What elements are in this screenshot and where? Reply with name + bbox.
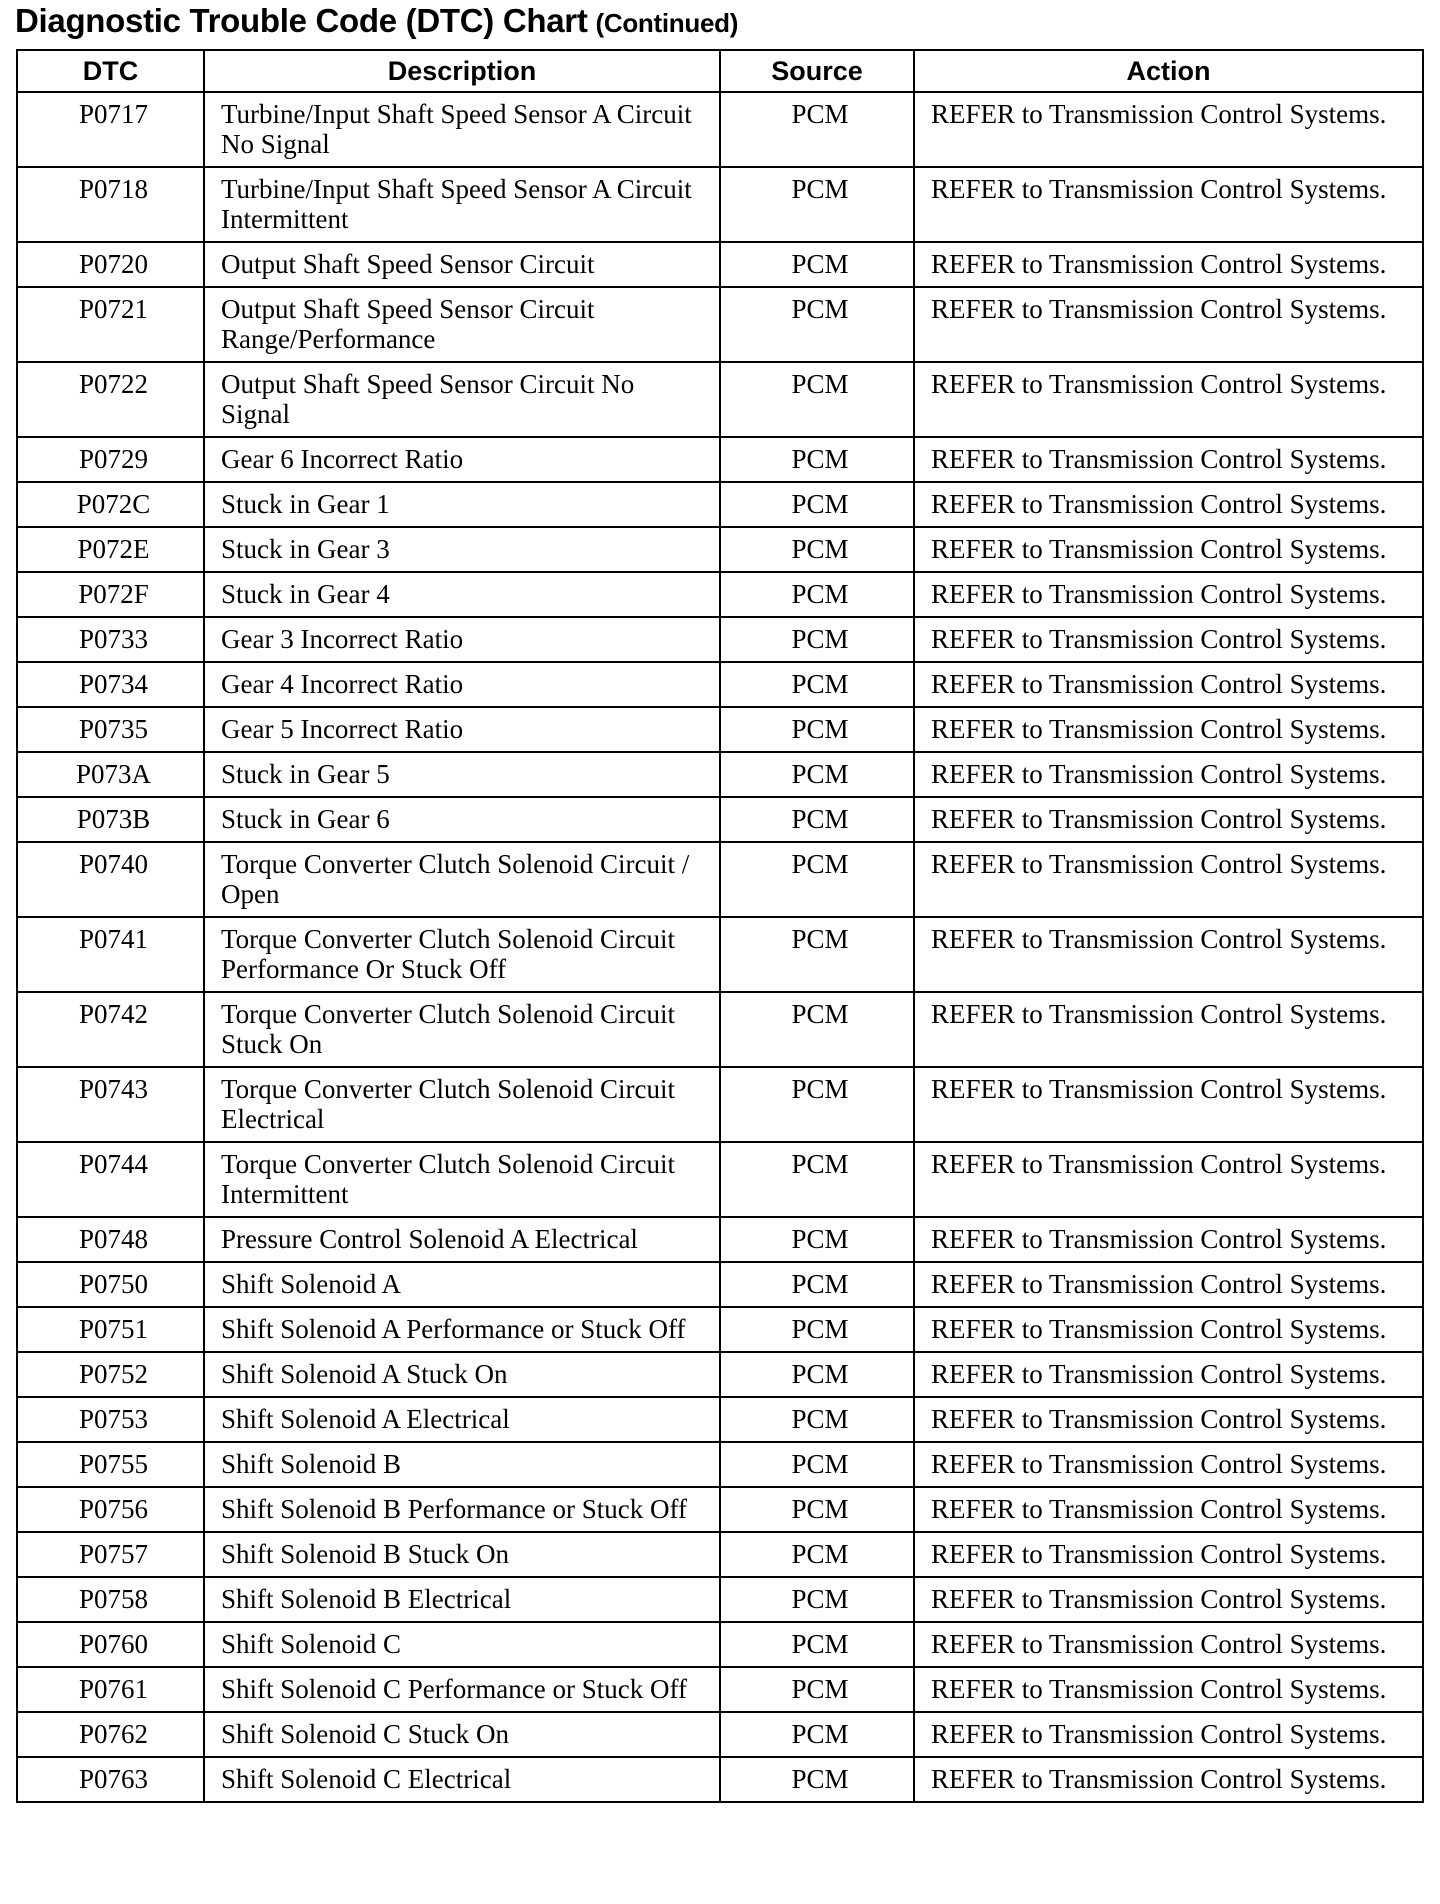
action-cell: REFER to Transmission Control Systems. bbox=[914, 1712, 1423, 1757]
description-cell: Shift Solenoid B bbox=[204, 1442, 720, 1487]
action-cell: REFER to Transmission Control Systems. bbox=[914, 482, 1423, 527]
table-row bbox=[17, 662, 1423, 707]
dtc-cell: P0756 bbox=[17, 1487, 204, 1532]
table-row bbox=[17, 797, 1423, 842]
table-row bbox=[17, 1262, 1423, 1307]
description-cell: Shift Solenoid A Stuck On bbox=[204, 1352, 720, 1397]
source-cell: PCM bbox=[720, 1667, 914, 1712]
action-cell: REFER to Transmission Control Systems. bbox=[914, 527, 1423, 572]
description-cell: Torque Converter Clutch Solenoid Circuit Intermittent bbox=[204, 1142, 720, 1217]
dtc-cell: P0752 bbox=[17, 1352, 204, 1397]
table-row bbox=[17, 992, 1423, 1067]
description-cell: Torque Converter Clutch Solenoid Circuit Stuck On bbox=[204, 992, 720, 1067]
description-cell: Gear 6 Incorrect Ratio bbox=[204, 437, 720, 482]
source-cell: PCM bbox=[720, 917, 914, 992]
action-cell: REFER to Transmission Control Systems. bbox=[914, 242, 1423, 287]
action-cell: REFER to Transmission Control Systems. bbox=[914, 437, 1423, 482]
description-cell: Turbine/Input Shaft Speed Sensor A Circuit No Signal bbox=[204, 92, 720, 167]
table-row bbox=[17, 1067, 1423, 1142]
action-cell: REFER to Transmission Control Systems. bbox=[914, 1577, 1423, 1622]
source-cell: PCM bbox=[720, 662, 914, 707]
source-cell: PCM bbox=[720, 482, 914, 527]
action-cell: REFER to Transmission Control Systems. bbox=[914, 1622, 1423, 1667]
table-row bbox=[17, 1757, 1423, 1802]
source-cell: PCM bbox=[720, 1262, 914, 1307]
description-cell: Stuck in Gear 3 bbox=[204, 527, 720, 572]
action-cell: REFER to Transmission Control Systems. bbox=[914, 1262, 1423, 1307]
action-cell: REFER to Transmission Control Systems. bbox=[914, 752, 1423, 797]
dtc-cell: P0758 bbox=[17, 1577, 204, 1622]
table-row bbox=[17, 1712, 1423, 1757]
description-cell: Shift Solenoid C bbox=[204, 1622, 720, 1667]
action-cell: REFER to Transmission Control Systems. bbox=[914, 1757, 1423, 1802]
table-row bbox=[17, 1487, 1423, 1532]
column-header-source: Source bbox=[720, 50, 914, 92]
source-cell: PCM bbox=[720, 1577, 914, 1622]
dtc-cell: P0733 bbox=[17, 617, 204, 662]
source-cell: PCM bbox=[720, 527, 914, 572]
description-cell: Turbine/Input Shaft Speed Sensor A Circuit Intermittent bbox=[204, 167, 720, 242]
description-cell: Pressure Control Solenoid A Electrical bbox=[204, 1217, 720, 1262]
source-cell: PCM bbox=[720, 797, 914, 842]
description-cell: Output Shaft Speed Sensor Circuit bbox=[204, 242, 720, 287]
action-cell: REFER to Transmission Control Systems. bbox=[914, 797, 1423, 842]
source-cell: PCM bbox=[720, 707, 914, 752]
description-cell: Output Shaft Speed Sensor Circuit Range/Performance bbox=[204, 287, 720, 362]
source-cell: PCM bbox=[720, 752, 914, 797]
action-cell: REFER to Transmission Control Systems. bbox=[914, 1307, 1423, 1352]
page-title bbox=[15, 2, 738, 40]
table-row bbox=[17, 707, 1423, 752]
source-cell: PCM bbox=[720, 362, 914, 437]
action-cell: REFER to Transmission Control Systems. bbox=[914, 1442, 1423, 1487]
table-row bbox=[17, 527, 1423, 572]
table-row bbox=[17, 842, 1423, 917]
table-row bbox=[17, 1577, 1423, 1622]
column-header-description: Description bbox=[204, 50, 720, 92]
source-cell: PCM bbox=[720, 1067, 914, 1142]
dtc-cell: P0755 bbox=[17, 1442, 204, 1487]
description-cell: Shift Solenoid C Stuck On bbox=[204, 1712, 720, 1757]
action-cell: REFER to Transmission Control Systems. bbox=[914, 1217, 1423, 1262]
dtc-cell: P073A bbox=[17, 752, 204, 797]
action-cell: REFER to Transmission Control Systems. bbox=[914, 572, 1423, 617]
dtc-cell: P0750 bbox=[17, 1262, 204, 1307]
dtc-table bbox=[16, 49, 1424, 1803]
title-suffix: (Continued) bbox=[595, 8, 739, 38]
dtc-cell: P0762 bbox=[17, 1712, 204, 1757]
description-cell: Shift Solenoid A Performance or Stuck Off bbox=[204, 1307, 720, 1352]
dtc-cell: P0751 bbox=[17, 1307, 204, 1352]
source-cell: PCM bbox=[720, 842, 914, 917]
description-cell: Stuck in Gear 5 bbox=[204, 752, 720, 797]
column-header-dtc: DTC bbox=[17, 50, 204, 92]
description-cell: Gear 5 Incorrect Ratio bbox=[204, 707, 720, 752]
table-row bbox=[17, 1667, 1423, 1712]
dtc-cell: P0735 bbox=[17, 707, 204, 752]
description-cell: Output Shaft Speed Sensor Circuit No Signal bbox=[204, 362, 720, 437]
dtc-cell: P0763 bbox=[17, 1757, 204, 1802]
action-cell: REFER to Transmission Control Systems. bbox=[914, 1352, 1423, 1397]
source-cell: PCM bbox=[720, 1142, 914, 1217]
dtc-cell: P0742 bbox=[17, 992, 204, 1067]
table-row bbox=[17, 1217, 1423, 1262]
action-cell: REFER to Transmission Control Systems. bbox=[914, 1532, 1423, 1577]
description-cell: Torque Converter Clutch Solenoid Circuit / Open bbox=[204, 842, 720, 917]
description-cell: Gear 4 Incorrect Ratio bbox=[204, 662, 720, 707]
action-cell: REFER to Transmission Control Systems. bbox=[914, 842, 1423, 917]
description-cell: Shift Solenoid B Performance or Stuck Off bbox=[204, 1487, 720, 1532]
source-cell: PCM bbox=[720, 167, 914, 242]
source-cell: PCM bbox=[720, 1757, 914, 1802]
description-cell: Stuck in Gear 1 bbox=[204, 482, 720, 527]
table-row bbox=[17, 1307, 1423, 1352]
dtc-cell: P0718 bbox=[17, 167, 204, 242]
dtc-cell: P0722 bbox=[17, 362, 204, 437]
table-row bbox=[17, 1442, 1423, 1487]
source-cell: PCM bbox=[720, 437, 914, 482]
source-cell: PCM bbox=[720, 617, 914, 662]
table-row bbox=[17, 1142, 1423, 1217]
action-cell: REFER to Transmission Control Systems. bbox=[914, 1487, 1423, 1532]
dtc-cell: P0761 bbox=[17, 1667, 204, 1712]
dtc-cell: P0753 bbox=[17, 1397, 204, 1442]
dtc-cell: P0740 bbox=[17, 842, 204, 917]
description-cell: Gear 3 Incorrect Ratio bbox=[204, 617, 720, 662]
action-cell: REFER to Transmission Control Systems. bbox=[914, 92, 1423, 167]
action-cell: REFER to Transmission Control Systems. bbox=[914, 707, 1423, 752]
action-cell: REFER to Transmission Control Systems. bbox=[914, 287, 1423, 362]
dtc-cell: P0729 bbox=[17, 437, 204, 482]
source-cell: PCM bbox=[720, 1307, 914, 1352]
table-body bbox=[17, 92, 1423, 1802]
table-row bbox=[17, 362, 1423, 437]
dtc-cell: P0743 bbox=[17, 1067, 204, 1142]
table-row bbox=[17, 92, 1423, 167]
description-cell: Torque Converter Clutch Solenoid Circuit Performance Or Stuck Off bbox=[204, 917, 720, 992]
column-header-action: Action bbox=[914, 50, 1423, 92]
table-row bbox=[17, 572, 1423, 617]
table-row bbox=[17, 1397, 1423, 1442]
description-cell: Torque Converter Clutch Solenoid Circuit Electrical bbox=[204, 1067, 720, 1142]
description-cell: Shift Solenoid B Electrical bbox=[204, 1577, 720, 1622]
description-cell: Stuck in Gear 4 bbox=[204, 572, 720, 617]
table-row bbox=[17, 1352, 1423, 1397]
dtc-cell: P0760 bbox=[17, 1622, 204, 1667]
dtc-cell: P0734 bbox=[17, 662, 204, 707]
table-row bbox=[17, 1532, 1423, 1577]
source-cell: PCM bbox=[720, 1487, 914, 1532]
source-cell: PCM bbox=[720, 1532, 914, 1577]
dtc-cell: P0748 bbox=[17, 1217, 204, 1262]
dtc-cell: P0757 bbox=[17, 1532, 204, 1577]
description-cell: Shift Solenoid A bbox=[204, 1262, 720, 1307]
table-row bbox=[17, 917, 1423, 992]
action-cell: REFER to Transmission Control Systems. bbox=[914, 362, 1423, 437]
action-cell: REFER to Transmission Control Systems. bbox=[914, 1397, 1423, 1442]
action-cell: REFER to Transmission Control Systems. bbox=[914, 662, 1423, 707]
source-cell: PCM bbox=[720, 1217, 914, 1262]
source-cell: PCM bbox=[720, 992, 914, 1067]
source-cell: PCM bbox=[720, 242, 914, 287]
dtc-cell: P073B bbox=[17, 797, 204, 842]
table-row bbox=[17, 617, 1423, 662]
source-cell: PCM bbox=[720, 92, 914, 167]
action-cell: REFER to Transmission Control Systems. bbox=[914, 992, 1423, 1067]
table-row bbox=[17, 1622, 1423, 1667]
description-cell: Stuck in Gear 6 bbox=[204, 797, 720, 842]
description-cell: Shift Solenoid C Performance or Stuck Off bbox=[204, 1667, 720, 1712]
description-cell: Shift Solenoid A Electrical bbox=[204, 1397, 720, 1442]
table-header-row bbox=[17, 50, 1423, 92]
dtc-cell: P0741 bbox=[17, 917, 204, 992]
source-cell: PCM bbox=[720, 1622, 914, 1667]
action-cell: REFER to Transmission Control Systems. bbox=[914, 617, 1423, 662]
action-cell: REFER to Transmission Control Systems. bbox=[914, 917, 1423, 992]
description-cell: Shift Solenoid C Electrical bbox=[204, 1757, 720, 1802]
dtc-cell: P072F bbox=[17, 572, 204, 617]
source-cell: PCM bbox=[720, 1712, 914, 1757]
source-cell: PCM bbox=[720, 287, 914, 362]
action-cell: REFER to Transmission Control Systems. bbox=[914, 167, 1423, 242]
dtc-cell: P0721 bbox=[17, 287, 204, 362]
description-cell: Shift Solenoid B Stuck On bbox=[204, 1532, 720, 1577]
source-cell: PCM bbox=[720, 572, 914, 617]
dtc-cell: P072C bbox=[17, 482, 204, 527]
action-cell: REFER to Transmission Control Systems. bbox=[914, 1667, 1423, 1712]
action-cell: REFER to Transmission Control Systems. bbox=[914, 1067, 1423, 1142]
table-row bbox=[17, 482, 1423, 527]
dtc-cell: P0744 bbox=[17, 1142, 204, 1217]
dtc-cell: P0720 bbox=[17, 242, 204, 287]
title-text: Diagnostic Trouble Code (DTC) Chart bbox=[15, 2, 588, 39]
table-row bbox=[17, 752, 1423, 797]
dtc-cell: P0717 bbox=[17, 92, 204, 167]
source-cell: PCM bbox=[720, 1352, 914, 1397]
table-row bbox=[17, 242, 1423, 287]
source-cell: PCM bbox=[720, 1442, 914, 1487]
dtc-cell: P072E bbox=[17, 527, 204, 572]
table-row bbox=[17, 287, 1423, 362]
action-cell: REFER to Transmission Control Systems. bbox=[914, 1142, 1423, 1217]
table-row bbox=[17, 167, 1423, 242]
table-row bbox=[17, 437, 1423, 482]
source-cell: PCM bbox=[720, 1397, 914, 1442]
